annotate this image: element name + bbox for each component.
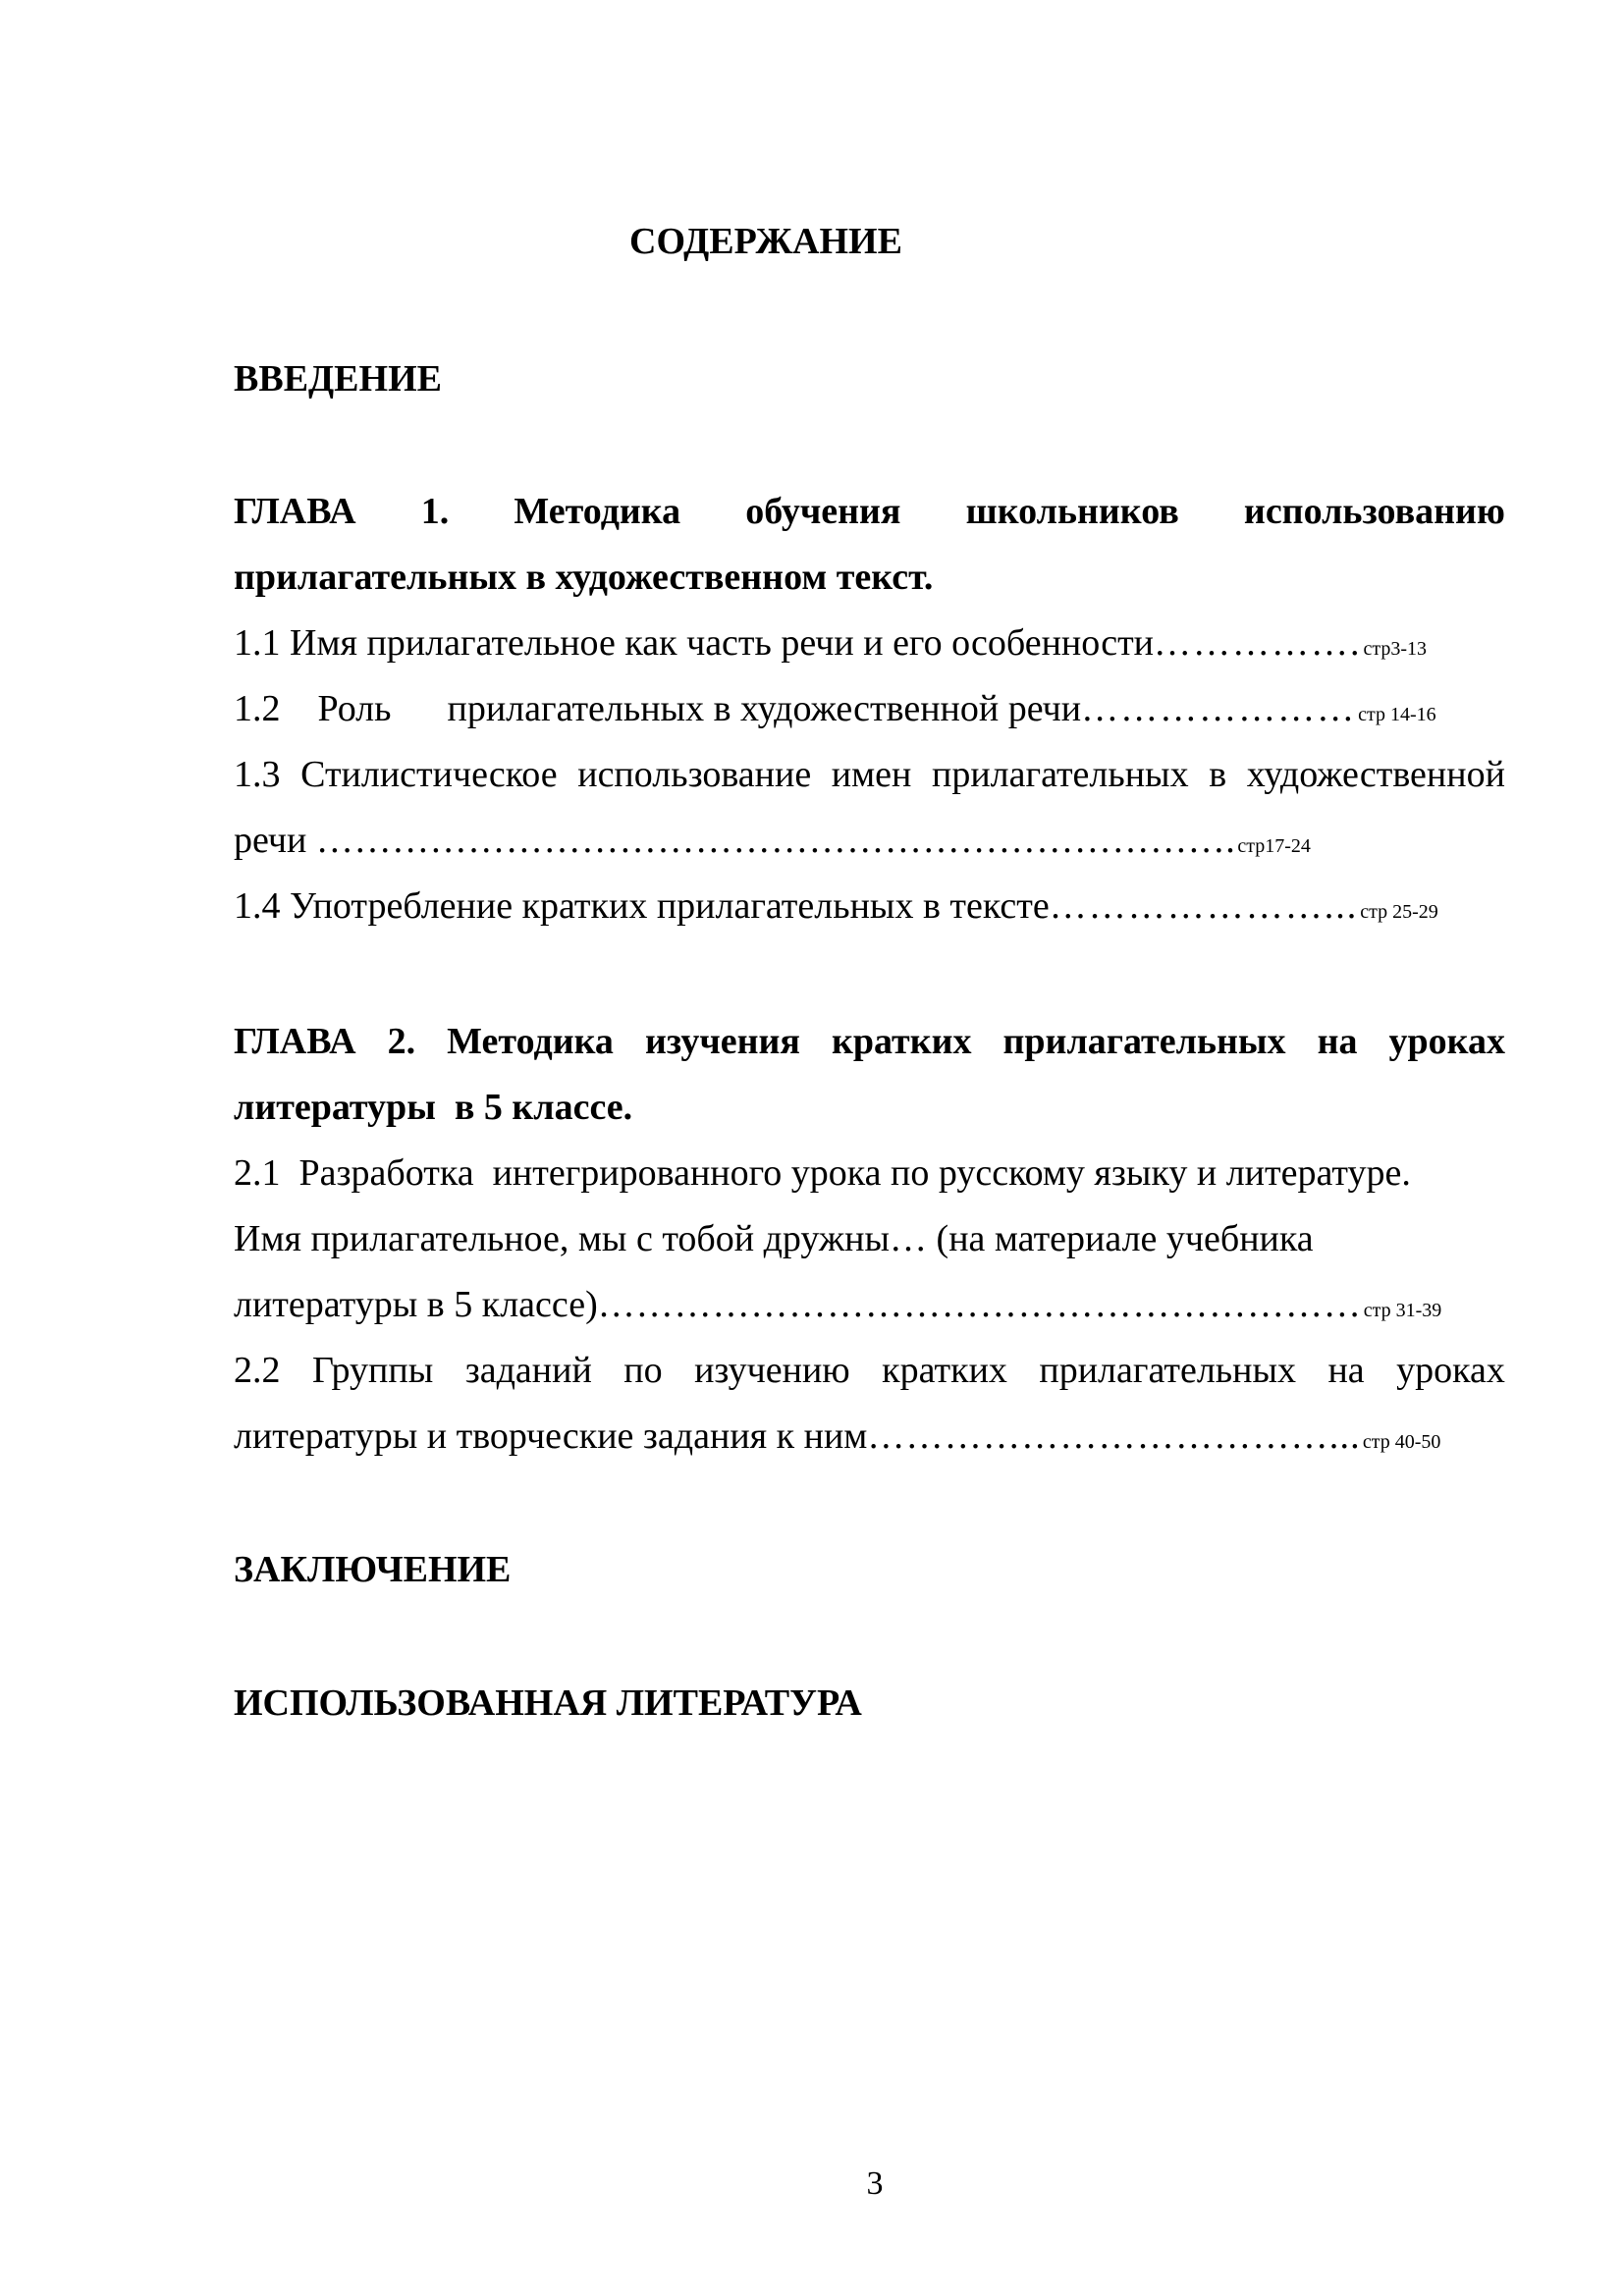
toc-page-range: стр 31-39 bbox=[1363, 1300, 1442, 1321]
chapter-1-word: Методика bbox=[514, 491, 681, 532]
toc-entry-text: 1.2 Роль прилагательных в художественной речи bbox=[234, 688, 1082, 729]
conclusion-heading: ЗАКЛЮЧЕНИЕ bbox=[234, 1549, 512, 1590]
toc-entry-text: литературы в 5 классе) bbox=[234, 1284, 598, 1325]
toc-word: имен bbox=[831, 754, 912, 795]
chapter-1-word: ГЛАВА bbox=[234, 491, 356, 532]
toc-word: прилагательных bbox=[931, 754, 1189, 795]
chapter-1-word: использованию bbox=[1243, 491, 1505, 532]
toc-entry-2-1-line-1: 2.1 Разработка интегрированного урока по русскому языку и литературе. bbox=[234, 1152, 1411, 1194]
toc-entry-2-2-line-2 bbox=[234, 1404, 1505, 1469]
toc-word: уроках bbox=[1396, 1350, 1505, 1391]
toc-dot-leader: …………………... bbox=[1049, 885, 1359, 927]
toc-dot-leader: ………………………………... bbox=[867, 1415, 1361, 1457]
chapter-2-word: прилагательных bbox=[1002, 1021, 1286, 1062]
chapter-2-word: 2. bbox=[387, 1021, 416, 1062]
page-number: 3 bbox=[866, 2165, 884, 2202]
toc-entry-1-3-line-1 bbox=[234, 742, 1505, 808]
chapter-2-word: уроках bbox=[1388, 1021, 1505, 1062]
references-heading: ИСПОЛЬЗОВАННАЯ ЛИТЕРАТУРА bbox=[234, 1682, 862, 1724]
toc-entry-1-3-line-2 bbox=[234, 808, 1505, 874]
toc-entry-1-4 bbox=[234, 874, 1505, 939]
toc-dot-leader: ………………… bbox=[1081, 688, 1357, 729]
toc-page-range: стр 14-16 bbox=[1358, 704, 1436, 725]
toc-word: на bbox=[1327, 1350, 1365, 1391]
toc-word: заданий bbox=[464, 1350, 592, 1391]
toc-word: 2.2 bbox=[234, 1350, 281, 1391]
toc-dot-leader: ………………………………………………………………. bbox=[315, 820, 1236, 861]
toc-word: 1.3 bbox=[234, 754, 281, 795]
toc-word: изучению bbox=[694, 1350, 850, 1391]
chapter-2-word: ГЛАВА bbox=[234, 1021, 356, 1062]
chapter-2-word: кратких bbox=[832, 1021, 972, 1062]
toc-word: Стилистическое bbox=[300, 754, 558, 795]
toc-entry-text: речи bbox=[234, 820, 316, 861]
toc-dot-leader: …………………………………………………… bbox=[597, 1284, 1362, 1325]
toc-word: прилагательных bbox=[1039, 1350, 1296, 1391]
toc-entry-2-2-line-1 bbox=[234, 1338, 1505, 1404]
toc-word: использование bbox=[577, 754, 812, 795]
toc-entry-text: 1.1 Имя прилагательное как часть речи и его особенности bbox=[234, 622, 1155, 664]
chapter-2-word: Методика bbox=[447, 1021, 614, 1062]
toc-dot-leader: ……………. bbox=[1154, 622, 1362, 664]
toc-word: в bbox=[1209, 754, 1227, 795]
chapter-1 bbox=[234, 479, 1505, 939]
toc-page-range: стр 40-50 bbox=[1362, 1431, 1441, 1453]
chapter-2 bbox=[234, 1009, 1505, 1469]
document-title: СОДЕРЖАНИЕ bbox=[629, 221, 902, 262]
chapter-1-word: обучения bbox=[745, 491, 901, 532]
toc-entry-1-1 bbox=[234, 611, 1505, 676]
chapter-1-word: школьников bbox=[965, 491, 1179, 532]
toc-entry-text: литературы и творческие задания к ним bbox=[234, 1415, 868, 1457]
toc-page-range: стр17-24 bbox=[1237, 835, 1311, 857]
chapter-2-word: изучения bbox=[644, 1021, 800, 1062]
toc-page-range: стр 25-29 bbox=[1360, 901, 1438, 923]
toc-word: кратких bbox=[882, 1350, 1007, 1391]
chapter-2-title-line-2: литературы в 5 классе. bbox=[234, 1087, 633, 1128]
toc-word: художественной bbox=[1246, 754, 1505, 795]
toc-entry-text: 1.4 Употребление кратких прилагательных в тексте bbox=[234, 885, 1050, 927]
toc-entry-2-1-line-2: Имя прилагательное, мы с тобой дружны… (на материале учебника bbox=[234, 1218, 1314, 1259]
toc-entry-2-1-line-3 bbox=[234, 1272, 1505, 1338]
chapter-1-title-line-1 bbox=[234, 479, 1505, 545]
chapter-2-word: на bbox=[1317, 1021, 1358, 1062]
intro-heading: ВВЕДЕНИЕ bbox=[234, 358, 442, 400]
toc-entry-1-2 bbox=[234, 676, 1505, 742]
toc-page-range: стр3-13 bbox=[1363, 638, 1428, 660]
chapter-2-title-line-1 bbox=[234, 1009, 1505, 1075]
toc-word: Группы bbox=[311, 1350, 434, 1391]
chapter-1-title-line-2: прилагательных в художественном текст. bbox=[234, 557, 934, 598]
toc-word: по bbox=[623, 1350, 663, 1391]
chapter-1-word: 1. bbox=[420, 491, 450, 532]
